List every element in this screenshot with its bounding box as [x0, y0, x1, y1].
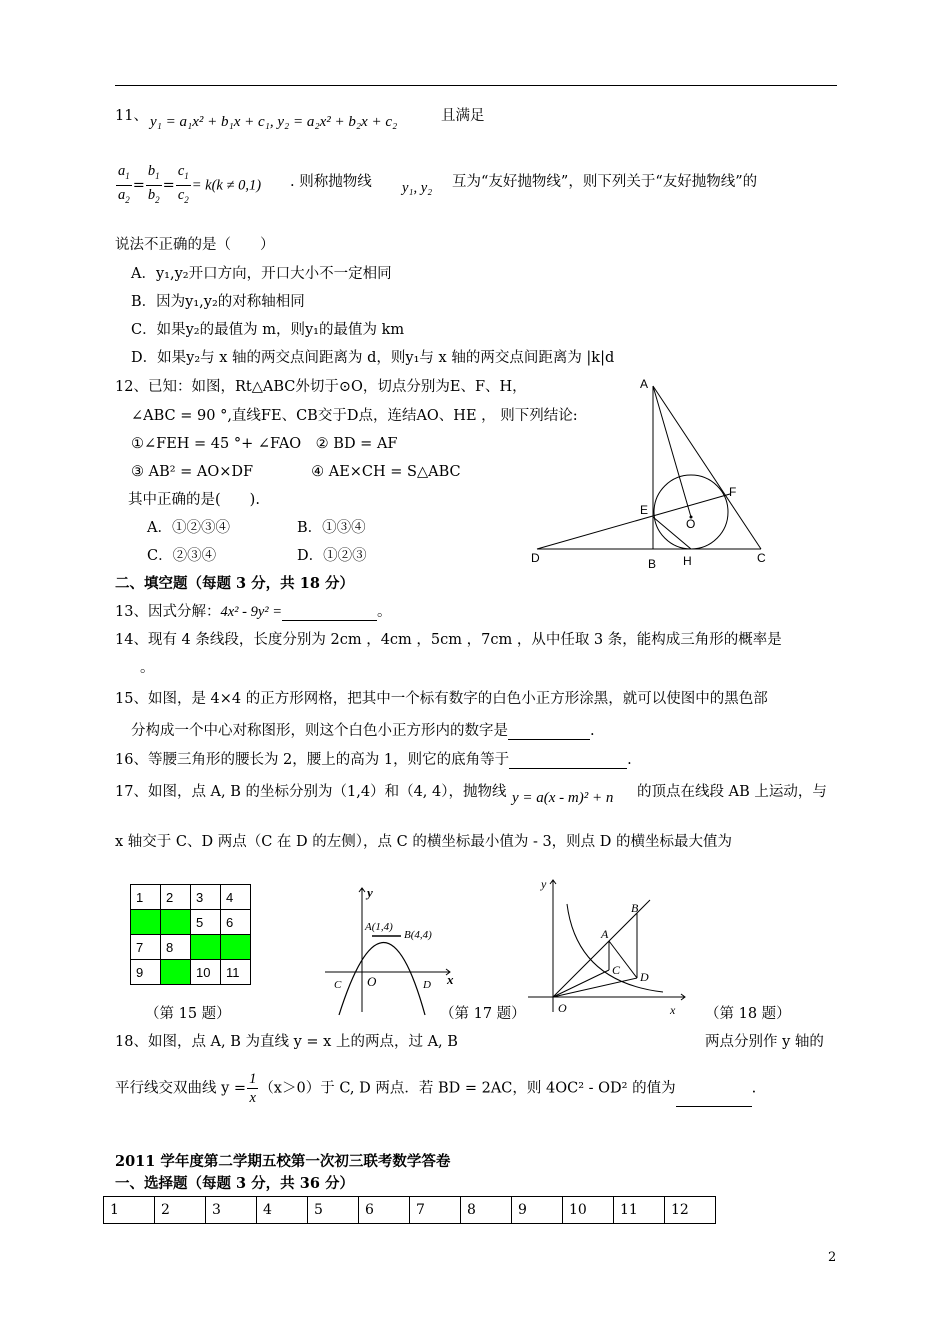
fig17-label-c: C: [334, 979, 342, 991]
fig17-label-a: A(1,4): [365, 921, 393, 933]
q12-option-d: D．①②③: [297, 548, 367, 564]
grid-cell-filled: [161, 910, 191, 935]
fig18-line-oc: [553, 970, 609, 997]
q14-line1: 14、现有 4 条线段，长度分别为 2cm ，4cm ，5cm ，7cm ，从中任取 3 条，能构成三角形的概率是: [115, 632, 782, 648]
fig18-label-b: B: [631, 901, 639, 915]
grid-cell: 11: [221, 960, 251, 985]
q17-figure: [325, 880, 460, 1020]
q13-expr: 4x² - 9y² =: [220, 604, 283, 620]
q15-end: .: [590, 723, 595, 739]
answer-section: 一、选择题（每题 3 分，共 36 分）: [115, 1175, 354, 1192]
fig12-label-o: O: [686, 517, 696, 531]
q12-figure: [525, 372, 785, 572]
fig17-y-label: y: [367, 885, 373, 900]
q11-formula: y₁ = a₁x² + b₁x + c₁, y₂ = a₂x² + b₂x + c₂: [150, 114, 398, 130]
q11-mid: . 则称抛物线: [290, 174, 372, 190]
caption-18: （第 18 题）: [705, 1006, 791, 1022]
q18-line2b: （x＞0）于 C, D 两点．若 BD = 2AC，则 4OC² - OD² 的值为: [259, 1080, 676, 1097]
q12-line1: 12、已知：如图，Rt△ABC外切于⊙O，切点分别为E、F、H，: [115, 379, 527, 395]
q11-y-pair: y₁, y₂: [402, 180, 433, 196]
answer-cell: 10: [563, 1197, 614, 1224]
q16: [115, 748, 632, 769]
fig17-parabola: [339, 943, 425, 1016]
q11-tail: 互为“友好抛物线”，则下列关于“友好抛物线”的: [452, 174, 758, 190]
q13-blank[interactable]: [282, 620, 377, 621]
answer-cell: 1: [104, 1197, 155, 1224]
q12-line3: ①∠FEH = 45 °+ ∠FAO ② BD = AF: [131, 436, 398, 452]
grid-cell: 7: [131, 935, 161, 960]
q16-end: .: [627, 752, 632, 768]
fig12-label-e: E: [640, 503, 649, 517]
q13-text: 13、因式分解：: [115, 604, 221, 620]
fig18-label-a: A: [601, 927, 609, 941]
q11-ratio: $\frac{a_1}{a_2}$ = $\frac{b_1}{b_2}$ = $\frac{c_1}{c_2}$ = k(k ≠ 0,1): [118, 163, 262, 205]
answer-cell: 9: [512, 1197, 563, 1224]
page-number: 2: [828, 1250, 837, 1265]
q15-line2: [131, 719, 595, 740]
grid-cell: 6: [221, 910, 251, 935]
grid-cell: 10: [191, 960, 221, 985]
fig17-label-b: B(4,4): [404, 929, 432, 941]
q11-line2: 说法不正确的是（ ）: [115, 237, 275, 253]
fig12-line-df: [537, 494, 730, 549]
q16-text: 16、等腰三角形的腰长为 2，腰上的高为 1，则它的底角等于: [115, 752, 510, 768]
grid-cell: 1: [131, 885, 161, 910]
q18-line2a: 平行线交双曲线 y =: [115, 1080, 247, 1097]
grid-cell-filled: [191, 935, 221, 960]
grid-cell-filled: [161, 960, 191, 985]
answer-cell: 8: [461, 1197, 512, 1224]
fig12-line-ac: [653, 386, 761, 549]
answer-cell: 11: [614, 1197, 665, 1224]
caption-15: （第 15 题）: [145, 1006, 231, 1022]
q14-line2: 。: [140, 660, 155, 676]
fig17-label-d: D: [423, 979, 431, 991]
q15-line1: 15、如图，是 4×4 的正方形网格，把其中一个标有数字的白色小正方形涂黑，就可以使图中的黑色部: [115, 691, 768, 707]
grid-cell: 3: [191, 885, 221, 910]
q18-figure: [525, 872, 690, 1020]
fig12-label-c: C: [757, 551, 766, 565]
q12-option-b: B．①③④: [297, 520, 366, 536]
grid-cell: 5: [191, 910, 221, 935]
q17-line2: x 轴交于 C、D 两点（C 在 D 的左侧），点 C 的横坐标最小值为 - 3，则点 D 的横坐标最大值为: [115, 834, 733, 850]
q15-blank[interactable]: [508, 739, 590, 740]
fig12-label-a: A: [640, 377, 649, 391]
q15-text: 分构成一个中心对称图形，则这个白色小正方形内的数字是: [131, 723, 508, 739]
answer-table: [103, 1196, 716, 1224]
answer-cell: 3: [206, 1197, 257, 1224]
caption-17: （第 17 题）: [440, 1006, 526, 1022]
q18-line1-end: 两点分别作 y 轴的: [705, 1034, 824, 1050]
answer-cell: 12: [665, 1197, 716, 1224]
fig12-label-d: D: [531, 551, 540, 565]
fig18-label-c: C: [612, 963, 621, 977]
q12-option-c: C．②③④: [147, 548, 217, 564]
grid-cell: 8: [161, 935, 191, 960]
grid-cell: 9: [131, 960, 161, 985]
fig18-line-od: [553, 978, 637, 997]
q12-line4: ③ AB² = AO×DF ④ AE×CH = S△ABC: [131, 464, 461, 480]
fig12-label-f: F: [729, 485, 737, 499]
q17-line1: 17、如图，点 A, B 的坐标分别为（1,4）和（4, 4），抛物线: [115, 784, 507, 800]
q18-end: .: [751, 1080, 757, 1097]
fig12-label-b: B: [648, 557, 657, 571]
fig18-y-label: y: [541, 877, 547, 891]
q12-line2: ∠ABC = 90 °,直线FE、CB交于D点，连结AO、HE ， 则下列结论:: [131, 408, 578, 424]
q11-option-b: B．因为y₁,y₂的对称轴相同: [131, 294, 305, 310]
grid-15: [130, 884, 251, 985]
q18-blank[interactable]: [676, 1106, 752, 1107]
fig12-label-h: H: [683, 554, 692, 568]
grid-cell-filled: [221, 935, 251, 960]
fig12-line-ao: [653, 386, 691, 517]
answer-cell: 6: [359, 1197, 410, 1224]
q11-ratio-k: = k(k ≠ 0,1): [191, 177, 262, 194]
q17-formula: y = a(x - m)² + n: [512, 790, 614, 806]
fig17-label-o: O: [367, 974, 377, 989]
answer-header-row: [104, 1197, 716, 1224]
q18-frac-denominator: x: [249, 1090, 256, 1106]
q18-frac-numerator: 1: [249, 1071, 257, 1087]
q18-fraction: [247, 1070, 258, 1107]
q17-line1-end: 的顶点在线段 AB 上运动，与: [637, 784, 827, 800]
q12-option-a: A．①②③④: [147, 520, 230, 536]
q11-option-c: C．如果y₂的最值为 m，则y₁的最值为 km: [131, 322, 405, 338]
fig17-x-label: x: [447, 972, 454, 987]
header-rule: [115, 85, 837, 86]
q11-number: 11、: [115, 108, 148, 124]
q11-option-d: D．如果y₂与 x 轴的两交点间距离为 d，则y₁与 x 轴的两交点间距离为 |k|d: [131, 350, 615, 366]
q18-line1: 18、如图，点 A, B 为直线 y = x 上的两点，过 A, B: [115, 1034, 458, 1050]
fig18-x-label: x: [670, 1003, 676, 1017]
answer-cell: 7: [410, 1197, 461, 1224]
answer-cell: 5: [308, 1197, 359, 1224]
q13: [115, 600, 392, 621]
q18-line2: [115, 1070, 756, 1107]
q11-after-formula: 且满足: [441, 108, 485, 124]
section2-title: 二、填空题（每题 3 分，共 18 分）: [115, 575, 354, 592]
grid-cell: 2: [161, 885, 191, 910]
answer-title: 2011 学年度第二学期五校第一次初三联考数学答卷: [115, 1153, 451, 1170]
q13-end: 。: [377, 604, 392, 620]
answer-cell: 4: [257, 1197, 308, 1224]
q11-option-a: A．y₁,y₂开口方向，开口大小不一定相同: [131, 266, 392, 282]
fig18-label-o: O: [558, 1001, 567, 1015]
q12-line5: 其中正确的是( ).: [128, 492, 260, 508]
grid-cell-filled: [131, 910, 161, 935]
q16-blank[interactable]: [509, 768, 627, 769]
grid-cell: 4: [221, 885, 251, 910]
answer-cell: 2: [155, 1197, 206, 1224]
fig18-label-d: D: [640, 970, 649, 984]
